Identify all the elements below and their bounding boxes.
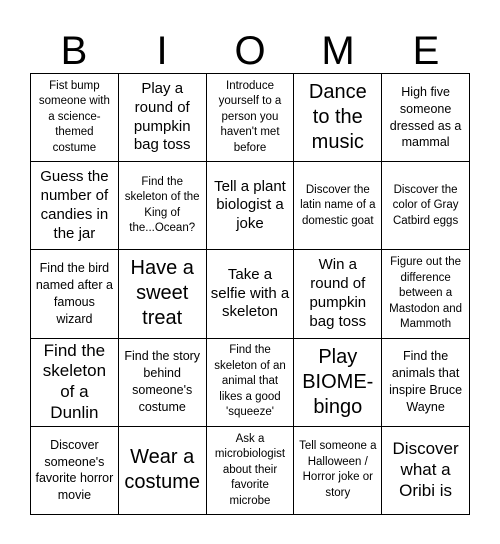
bingo-cell[interactable] (31, 250, 119, 338)
bingo-cell[interactable] (294, 427, 382, 515)
bingo-cell[interactable] (207, 427, 295, 515)
cell-text: Wear a costume (124, 446, 200, 494)
cell-text: Win a round of pumpkin bag toss (309, 256, 367, 330)
bingo-grid (30, 73, 470, 515)
bingo-cell[interactable] (207, 162, 295, 250)
cell-text: Ask a microbiologist about their favorite microbe (214, 432, 286, 507)
cell-text: Take a selfie with a skeleton (210, 265, 290, 321)
bingo-cell[interactable] (294, 74, 382, 162)
bingo-cell[interactable] (294, 339, 382, 427)
cell-text: Dance to the music (308, 81, 367, 154)
bingo-cell[interactable] (119, 427, 207, 515)
header-letter-e: E (412, 29, 440, 73)
cell-text: Guess the number of candies in the jar (40, 168, 109, 242)
bingo-header (30, 28, 470, 74)
bingo-cell[interactable] (382, 74, 470, 162)
cell-text: Play BIOME-bingo (302, 345, 374, 418)
bingo-cell[interactable] (31, 427, 119, 515)
header-letter-m: M (321, 29, 355, 73)
bingo-cell[interactable] (382, 427, 470, 515)
bingo-cell[interactable] (382, 250, 470, 338)
bingo-cell[interactable] (294, 162, 382, 250)
bingo-cell[interactable] (31, 339, 119, 427)
bingo-cell[interactable] (31, 74, 119, 162)
bingo-cell[interactable] (119, 74, 207, 162)
bingo-cell[interactable] (119, 162, 207, 250)
cell-text: Tell someone a Halloween / Horror joke or story (299, 440, 377, 499)
cell-text: Find the skeleton of an animal that likes a good 'squeeze' (214, 344, 286, 419)
bingo-cell[interactable] (294, 250, 382, 338)
bingo-cell[interactable] (119, 250, 207, 338)
cell-text: Fist bump someone with a science-themed costume (38, 79, 110, 154)
cell-text: Find the skeleton of a Dunlin (42, 340, 107, 422)
bingo-cell[interactable] (207, 74, 295, 162)
cell-text: Tell a plant biologist a joke (214, 177, 286, 233)
bingo-cell[interactable] (207, 250, 295, 338)
bingo-cell[interactable] (119, 339, 207, 427)
bingo-cell[interactable] (207, 339, 295, 427)
cell-text: Play a round of pumpkin bag toss (133, 80, 191, 154)
cell-text: Introduce yourself to a person you haven't met before (218, 79, 282, 154)
cell-text: Have a sweet treat (130, 257, 194, 330)
header-letter-i: I (156, 29, 168, 73)
cell-text: Discover what a Oribi is (392, 439, 459, 500)
cell-text: Figure out the difference between a Mastodon and Mammoth (389, 256, 463, 331)
cell-text: Discover the latin name of a domestic goat (300, 183, 376, 227)
bingo-cell[interactable] (382, 339, 470, 427)
cell-text: Find the skeleton of the King of the...Ocean? (124, 175, 200, 235)
bingo-cell[interactable] (382, 162, 470, 250)
bingo-cell[interactable] (31, 162, 119, 250)
cell-text: Find the story behind someone's costume (124, 349, 201, 415)
cell-text: Find the bird named after a famous wizard (35, 261, 113, 326)
header-letter-o: O (234, 29, 266, 73)
cell-text: Discover the color of Gray Catbird eggs (392, 183, 459, 227)
cell-text: Find the animals that inspire Bruce Wayne (389, 349, 463, 415)
cell-text: Discover someone's favorite horror movie (35, 437, 114, 503)
cell-text: High five someone dressed as a mammal (389, 84, 462, 150)
header-letter-b: B (60, 29, 88, 73)
